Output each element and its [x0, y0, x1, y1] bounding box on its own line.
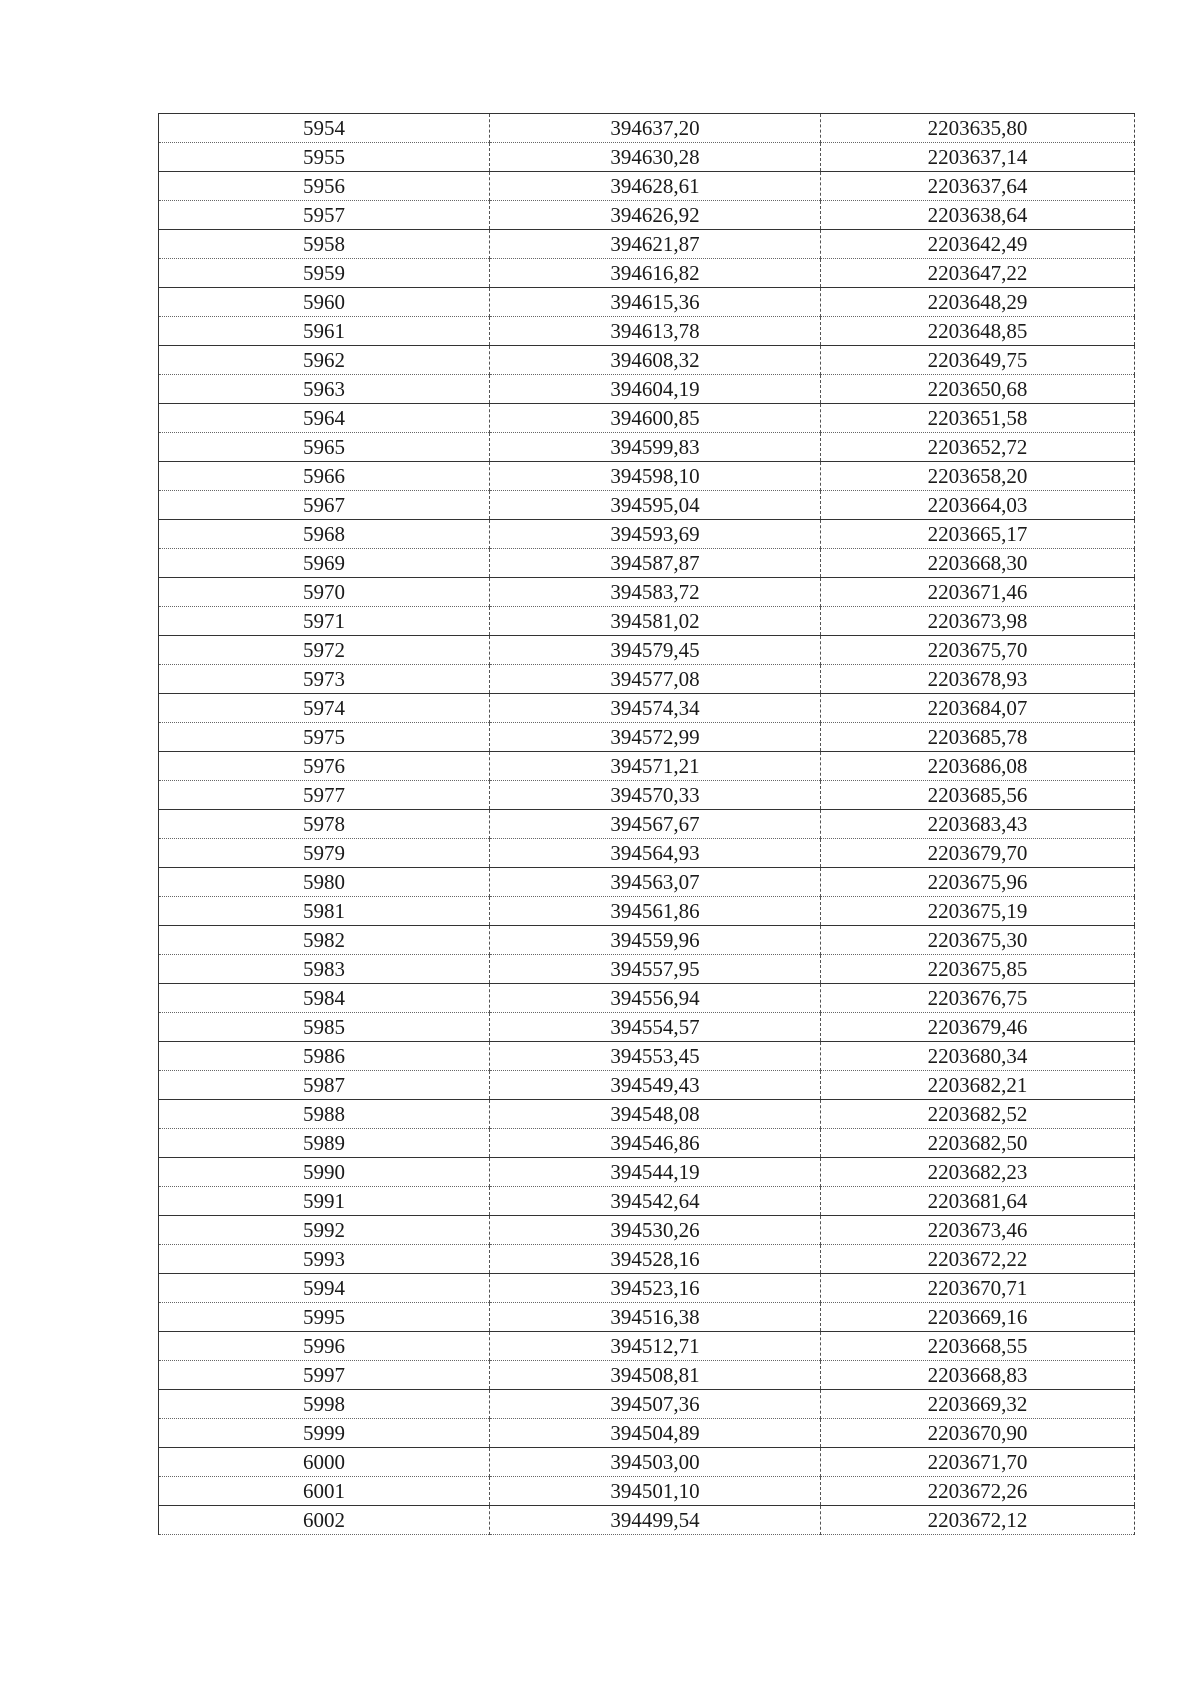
table-row	[159, 1216, 1135, 1245]
table-row	[159, 433, 1135, 462]
point-number-cell: 5982	[159, 926, 490, 955]
x-coordinate-cell: 394528,16	[490, 1245, 821, 1274]
point-number-cell: 5992	[159, 1216, 490, 1245]
table-row	[159, 810, 1135, 839]
y-coordinate-cell: 2203682,50	[821, 1129, 1135, 1158]
point-number-cell: 5972	[159, 636, 490, 665]
table-row	[159, 636, 1135, 665]
x-coordinate-cell: 394621,87	[490, 230, 821, 259]
point-number-cell: 5969	[159, 549, 490, 578]
point-number-cell: 5996	[159, 1332, 490, 1361]
point-number-cell: 5981	[159, 897, 490, 926]
point-number-cell: 5956	[159, 172, 490, 201]
y-coordinate-cell: 2203637,14	[821, 143, 1135, 172]
point-number-cell: 5967	[159, 491, 490, 520]
table-row	[159, 288, 1135, 317]
y-coordinate-cell: 2203642,49	[821, 230, 1135, 259]
x-coordinate-cell: 394630,28	[490, 143, 821, 172]
point-number-cell: 5962	[159, 346, 490, 375]
y-coordinate-cell: 2203669,16	[821, 1303, 1135, 1332]
point-number-cell: 5988	[159, 1100, 490, 1129]
y-coordinate-cell: 2203685,78	[821, 723, 1135, 752]
y-coordinate-cell: 2203679,70	[821, 839, 1135, 868]
point-number-cell: 5989	[159, 1129, 490, 1158]
table-row	[159, 1477, 1135, 1506]
table-row	[159, 984, 1135, 1013]
x-coordinate-cell: 394564,93	[490, 839, 821, 868]
point-number-cell: 5959	[159, 259, 490, 288]
table-row	[159, 404, 1135, 433]
y-coordinate-cell: 2203678,93	[821, 665, 1135, 694]
x-coordinate-cell: 394613,78	[490, 317, 821, 346]
table-row	[159, 578, 1135, 607]
point-number-cell: 5973	[159, 665, 490, 694]
x-coordinate-cell: 394546,86	[490, 1129, 821, 1158]
table-row	[159, 375, 1135, 404]
y-coordinate-cell: 2203670,90	[821, 1419, 1135, 1448]
y-coordinate-cell: 2203682,52	[821, 1100, 1135, 1129]
y-coordinate-cell: 2203672,22	[821, 1245, 1135, 1274]
point-number-cell: 5978	[159, 810, 490, 839]
x-coordinate-cell: 394499,54	[490, 1506, 821, 1535]
point-number-cell: 5974	[159, 694, 490, 723]
point-number-cell: 5968	[159, 520, 490, 549]
y-coordinate-cell: 2203652,72	[821, 433, 1135, 462]
point-number-cell: 5979	[159, 839, 490, 868]
y-coordinate-cell: 2203647,22	[821, 259, 1135, 288]
table-row	[159, 1361, 1135, 1390]
point-number-cell: 5971	[159, 607, 490, 636]
y-coordinate-cell: 2203668,55	[821, 1332, 1135, 1361]
y-coordinate-cell: 2203635,80	[821, 114, 1135, 143]
x-coordinate-cell: 394626,92	[490, 201, 821, 230]
x-coordinate-cell: 394508,81	[490, 1361, 821, 1390]
table-row	[159, 1303, 1135, 1332]
table-row	[159, 114, 1135, 143]
table-row	[159, 230, 1135, 259]
y-coordinate-cell: 2203672,26	[821, 1477, 1135, 1506]
y-coordinate-cell: 2203682,23	[821, 1158, 1135, 1187]
x-coordinate-cell: 394587,87	[490, 549, 821, 578]
y-coordinate-cell: 2203648,29	[821, 288, 1135, 317]
coordinates-table	[158, 113, 1135, 1535]
x-coordinate-cell: 394548,08	[490, 1100, 821, 1129]
x-coordinate-cell: 394567,67	[490, 810, 821, 839]
table-row	[159, 462, 1135, 491]
table-row	[159, 1187, 1135, 1216]
x-coordinate-cell: 394544,19	[490, 1158, 821, 1187]
x-coordinate-cell: 394554,57	[490, 1013, 821, 1042]
table-row	[159, 1274, 1135, 1303]
table-row	[159, 868, 1135, 897]
y-coordinate-cell: 2203670,71	[821, 1274, 1135, 1303]
x-coordinate-cell: 394549,43	[490, 1071, 821, 1100]
point-number-cell: 5985	[159, 1013, 490, 1042]
point-number-cell: 5997	[159, 1361, 490, 1390]
x-coordinate-cell: 394504,89	[490, 1419, 821, 1448]
table-row	[159, 346, 1135, 375]
point-number-cell: 5975	[159, 723, 490, 752]
point-number-cell: 5999	[159, 1419, 490, 1448]
x-coordinate-cell: 394628,61	[490, 172, 821, 201]
y-coordinate-cell: 2203638,64	[821, 201, 1135, 230]
table-row	[159, 694, 1135, 723]
x-coordinate-cell: 394530,26	[490, 1216, 821, 1245]
x-coordinate-cell: 394523,16	[490, 1274, 821, 1303]
y-coordinate-cell: 2203649,75	[821, 346, 1135, 375]
y-coordinate-cell: 2203673,98	[821, 607, 1135, 636]
point-number-cell: 5976	[159, 752, 490, 781]
x-coordinate-cell: 394599,83	[490, 433, 821, 462]
x-coordinate-cell: 394559,96	[490, 926, 821, 955]
table-row	[159, 520, 1135, 549]
table-row	[159, 955, 1135, 984]
y-coordinate-cell: 2203679,46	[821, 1013, 1135, 1042]
coordinates-table-body	[159, 114, 1135, 1535]
x-coordinate-cell: 394542,64	[490, 1187, 821, 1216]
table-row	[159, 607, 1135, 636]
y-coordinate-cell: 2203682,21	[821, 1071, 1135, 1100]
point-number-cell: 5980	[159, 868, 490, 897]
x-coordinate-cell: 394604,19	[490, 375, 821, 404]
x-coordinate-cell: 394571,21	[490, 752, 821, 781]
x-coordinate-cell: 394637,20	[490, 114, 821, 143]
y-coordinate-cell: 2203668,30	[821, 549, 1135, 578]
x-coordinate-cell: 394557,95	[490, 955, 821, 984]
point-number-cell: 5965	[159, 433, 490, 462]
y-coordinate-cell: 2203648,85	[821, 317, 1135, 346]
point-number-cell: 5987	[159, 1071, 490, 1100]
table-row	[159, 549, 1135, 578]
x-coordinate-cell: 394501,10	[490, 1477, 821, 1506]
point-number-cell: 5986	[159, 1042, 490, 1071]
y-coordinate-cell: 2203664,03	[821, 491, 1135, 520]
point-number-cell: 5983	[159, 955, 490, 984]
table-row	[159, 201, 1135, 230]
x-coordinate-cell: 394507,36	[490, 1390, 821, 1419]
y-coordinate-cell: 2203685,56	[821, 781, 1135, 810]
y-coordinate-cell: 2203668,83	[821, 1361, 1135, 1390]
y-coordinate-cell: 2203650,68	[821, 375, 1135, 404]
y-coordinate-cell: 2203681,64	[821, 1187, 1135, 1216]
point-number-cell: 5998	[159, 1390, 490, 1419]
point-number-cell: 6001	[159, 1477, 490, 1506]
y-coordinate-cell: 2203675,70	[821, 636, 1135, 665]
point-number-cell: 5958	[159, 230, 490, 259]
table-row	[159, 259, 1135, 288]
table-row	[159, 1013, 1135, 1042]
point-number-cell: 5990	[159, 1158, 490, 1187]
y-coordinate-cell: 2203675,19	[821, 897, 1135, 926]
y-coordinate-cell: 2203651,58	[821, 404, 1135, 433]
y-coordinate-cell: 2203637,64	[821, 172, 1135, 201]
x-coordinate-cell: 394512,71	[490, 1332, 821, 1361]
y-coordinate-cell: 2203673,46	[821, 1216, 1135, 1245]
x-coordinate-cell: 394579,45	[490, 636, 821, 665]
point-number-cell: 6000	[159, 1448, 490, 1477]
point-number-cell: 5960	[159, 288, 490, 317]
x-coordinate-cell: 394616,82	[490, 259, 821, 288]
table-row	[159, 781, 1135, 810]
y-coordinate-cell: 2203686,08	[821, 752, 1135, 781]
point-number-cell: 5954	[159, 114, 490, 143]
y-coordinate-cell: 2203658,20	[821, 462, 1135, 491]
point-number-cell: 5994	[159, 1274, 490, 1303]
point-number-cell: 5964	[159, 404, 490, 433]
x-coordinate-cell: 394595,04	[490, 491, 821, 520]
x-coordinate-cell: 394583,72	[490, 578, 821, 607]
table-row	[159, 1042, 1135, 1071]
table-row	[159, 1071, 1135, 1100]
x-coordinate-cell: 394572,99	[490, 723, 821, 752]
table-row	[159, 1245, 1135, 1274]
point-number-cell: 5970	[159, 578, 490, 607]
x-coordinate-cell: 394581,02	[490, 607, 821, 636]
x-coordinate-cell: 394570,33	[490, 781, 821, 810]
y-coordinate-cell: 2203669,32	[821, 1390, 1135, 1419]
x-coordinate-cell: 394516,38	[490, 1303, 821, 1332]
y-coordinate-cell: 2203675,30	[821, 926, 1135, 955]
table-row	[159, 752, 1135, 781]
table-row	[159, 1448, 1135, 1477]
table-row	[159, 1158, 1135, 1187]
y-coordinate-cell: 2203680,34	[821, 1042, 1135, 1071]
table-row	[159, 723, 1135, 752]
x-coordinate-cell: 394577,08	[490, 665, 821, 694]
table-row	[159, 1390, 1135, 1419]
table-row	[159, 1332, 1135, 1361]
point-number-cell: 6002	[159, 1506, 490, 1535]
x-coordinate-cell: 394553,45	[490, 1042, 821, 1071]
x-coordinate-cell: 394574,34	[490, 694, 821, 723]
table-row	[159, 897, 1135, 926]
table-row	[159, 491, 1135, 520]
table-row	[159, 1129, 1135, 1158]
table-row	[159, 926, 1135, 955]
y-coordinate-cell: 2203684,07	[821, 694, 1135, 723]
y-coordinate-cell: 2203671,70	[821, 1448, 1135, 1477]
table-row	[159, 143, 1135, 172]
y-coordinate-cell: 2203676,75	[821, 984, 1135, 1013]
x-coordinate-cell: 394561,86	[490, 897, 821, 926]
point-number-cell: 5955	[159, 143, 490, 172]
y-coordinate-cell: 2203665,17	[821, 520, 1135, 549]
point-number-cell: 5977	[159, 781, 490, 810]
table-row	[159, 1506, 1135, 1535]
x-coordinate-cell: 394598,10	[490, 462, 821, 491]
x-coordinate-cell: 394503,00	[490, 1448, 821, 1477]
y-coordinate-cell: 2203671,46	[821, 578, 1135, 607]
x-coordinate-cell: 394615,36	[490, 288, 821, 317]
point-number-cell: 5963	[159, 375, 490, 404]
x-coordinate-cell: 394593,69	[490, 520, 821, 549]
table-row	[159, 839, 1135, 868]
x-coordinate-cell: 394600,85	[490, 404, 821, 433]
point-number-cell: 5961	[159, 317, 490, 346]
table-row	[159, 665, 1135, 694]
y-coordinate-cell: 2203672,12	[821, 1506, 1135, 1535]
y-coordinate-cell: 2203683,43	[821, 810, 1135, 839]
x-coordinate-cell: 394556,94	[490, 984, 821, 1013]
point-number-cell: 5966	[159, 462, 490, 491]
x-coordinate-cell: 394563,07	[490, 868, 821, 897]
point-number-cell: 5957	[159, 201, 490, 230]
y-coordinate-cell: 2203675,96	[821, 868, 1135, 897]
point-number-cell: 5984	[159, 984, 490, 1013]
table-row	[159, 317, 1135, 346]
table-row	[159, 1100, 1135, 1129]
table-row	[159, 172, 1135, 201]
point-number-cell: 5991	[159, 1187, 490, 1216]
point-number-cell: 5995	[159, 1303, 490, 1332]
y-coordinate-cell: 2203675,85	[821, 955, 1135, 984]
point-number-cell: 5993	[159, 1245, 490, 1274]
x-coordinate-cell: 394608,32	[490, 346, 821, 375]
table-row	[159, 1419, 1135, 1448]
